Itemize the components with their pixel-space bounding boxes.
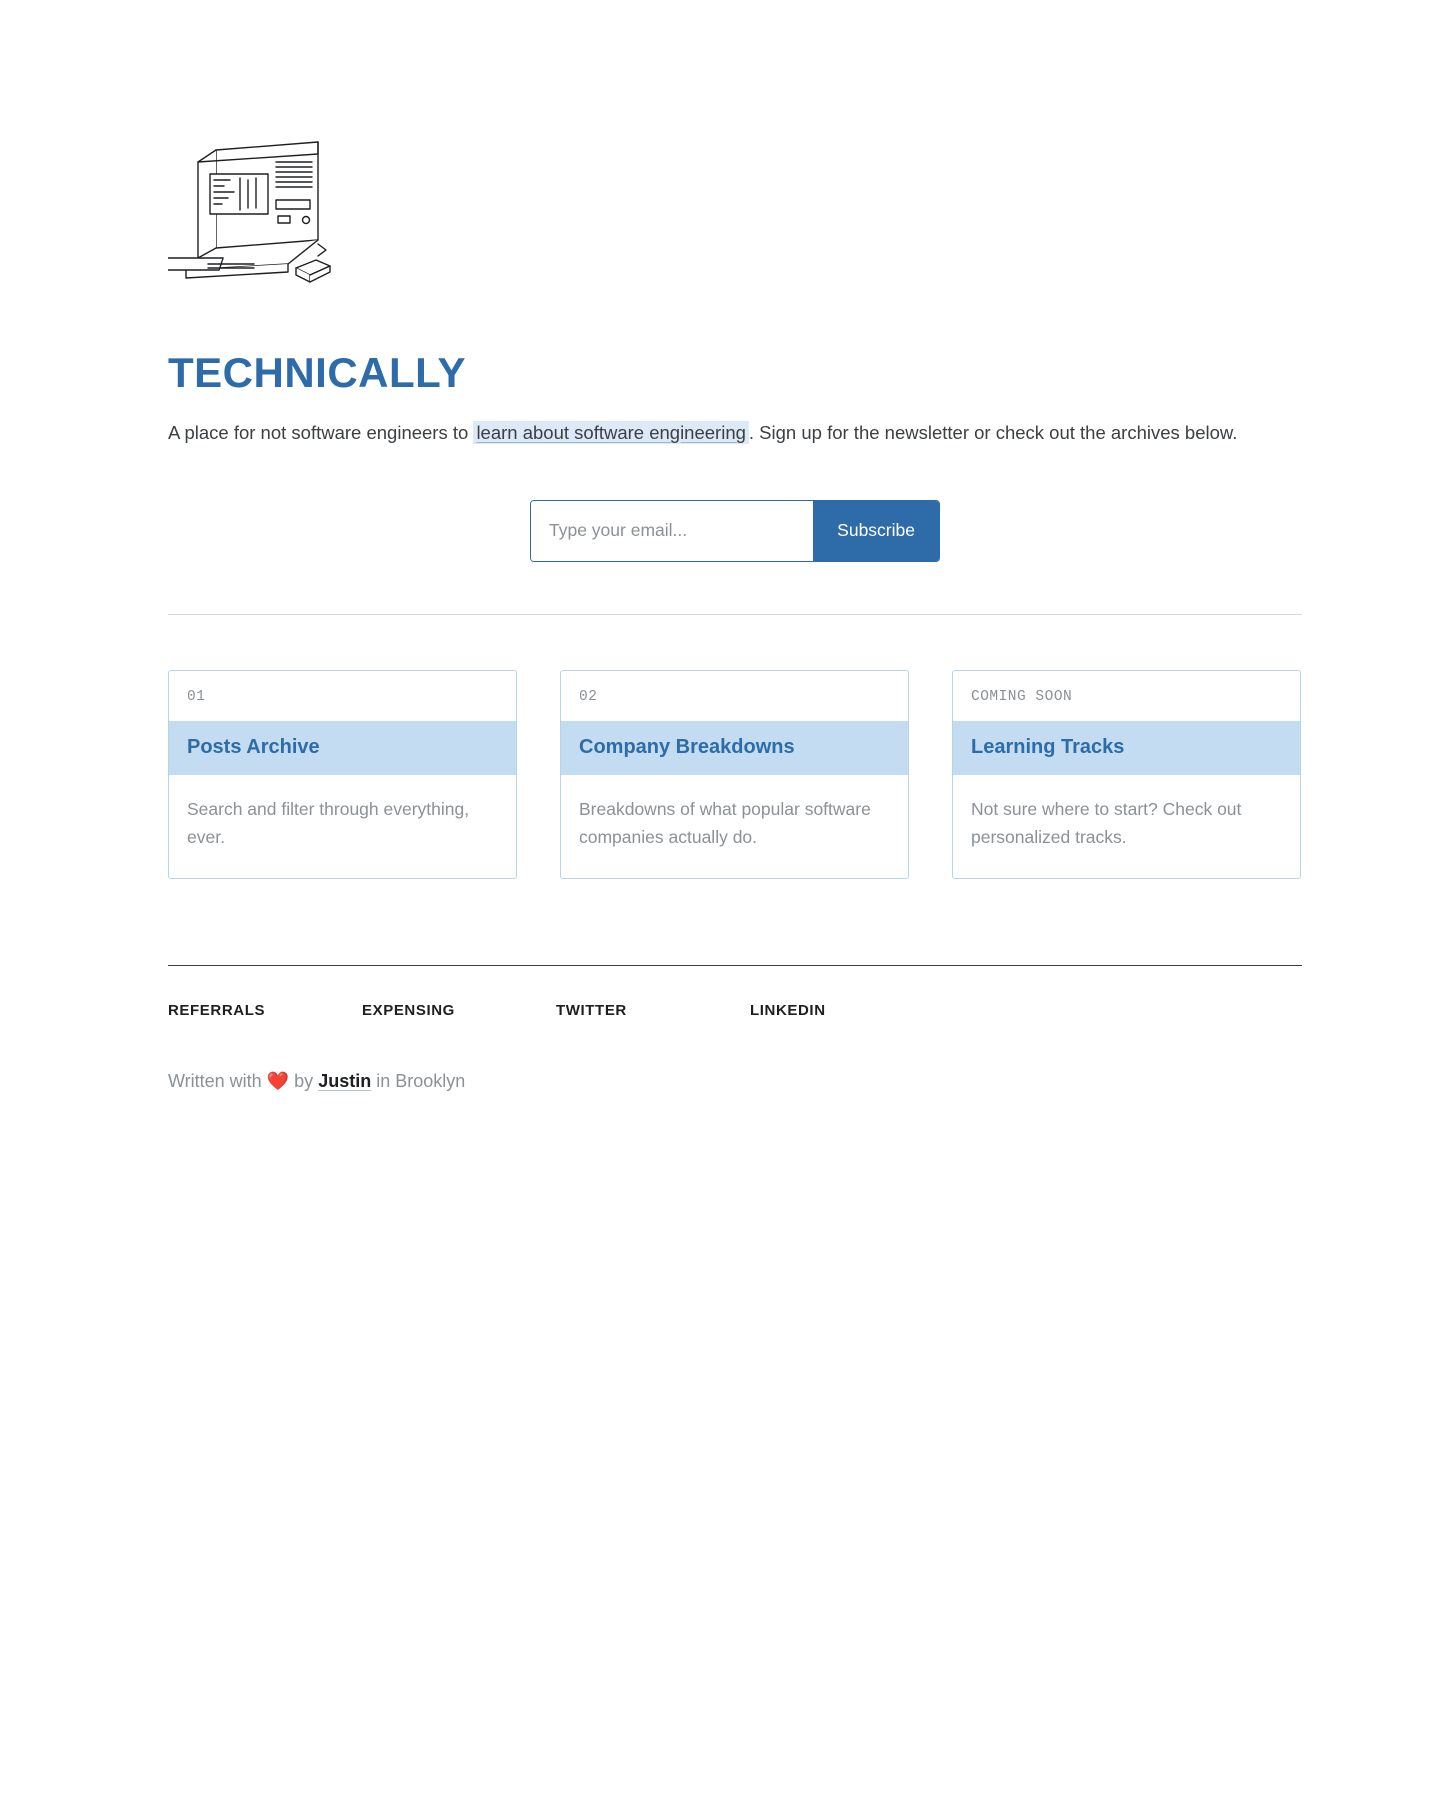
footer-link-expensing[interactable]: EXPENSING (362, 1001, 455, 1019)
card-learning-tracks[interactable] (952, 670, 1301, 879)
content-column (168, 0, 1302, 1092)
footer-nav (168, 966, 1302, 1019)
tagline (168, 396, 1288, 448)
footer-link-referrals[interactable]: REFERRALS (168, 1001, 266, 1019)
colophon (168, 1019, 1302, 1092)
subscribe-form (530, 500, 940, 562)
retro-computer-icon (168, 132, 398, 292)
colophon-by: by (294, 1070, 314, 1091)
tagline-text-end: . Sign up for the newsletter or check out the archives below. (748, 422, 1238, 444)
card-title[interactable]: Company Breakdowns (561, 721, 908, 775)
card-title[interactable]: Learning Tracks (953, 721, 1300, 775)
footer-link-linkedin[interactable]: LINKEDIN (750, 1001, 826, 1019)
card-company-breakdowns[interactable] (560, 670, 909, 879)
page-title: TECHNICALLY (168, 349, 466, 396)
footer-link-twitter[interactable]: TWITTER (556, 1001, 627, 1019)
card-posts-archive[interactable] (168, 670, 517, 879)
card-description: Breakdowns of what popular software companies actually do. (579, 798, 871, 848)
signup-section (168, 448, 1302, 562)
card-title[interactable]: Posts Archive (169, 721, 516, 775)
card-number: 02 (579, 688, 598, 705)
card-description: Not sure where to start? Check out personalized tracks. (971, 798, 1242, 848)
tagline-text-start: A place for not software engineers to (168, 422, 469, 444)
heart-icon: ❤️ (266, 1070, 290, 1091)
card-description: Search and filter through everything, ever. (187, 798, 470, 848)
card-number: COMING SOON (971, 688, 1073, 705)
author-link[interactable]: Justin (318, 1070, 372, 1091)
colophon-suffix: in Brooklyn (376, 1070, 466, 1091)
subscribe-button[interactable]: Subscribe (813, 501, 939, 561)
cards-row (168, 615, 1302, 879)
email-input[interactable] (531, 501, 813, 561)
card-number: 01 (187, 688, 206, 705)
tagline-highlight-link[interactable]: learn about software engineering (473, 421, 748, 444)
colophon-prefix: Written with (168, 1070, 262, 1091)
